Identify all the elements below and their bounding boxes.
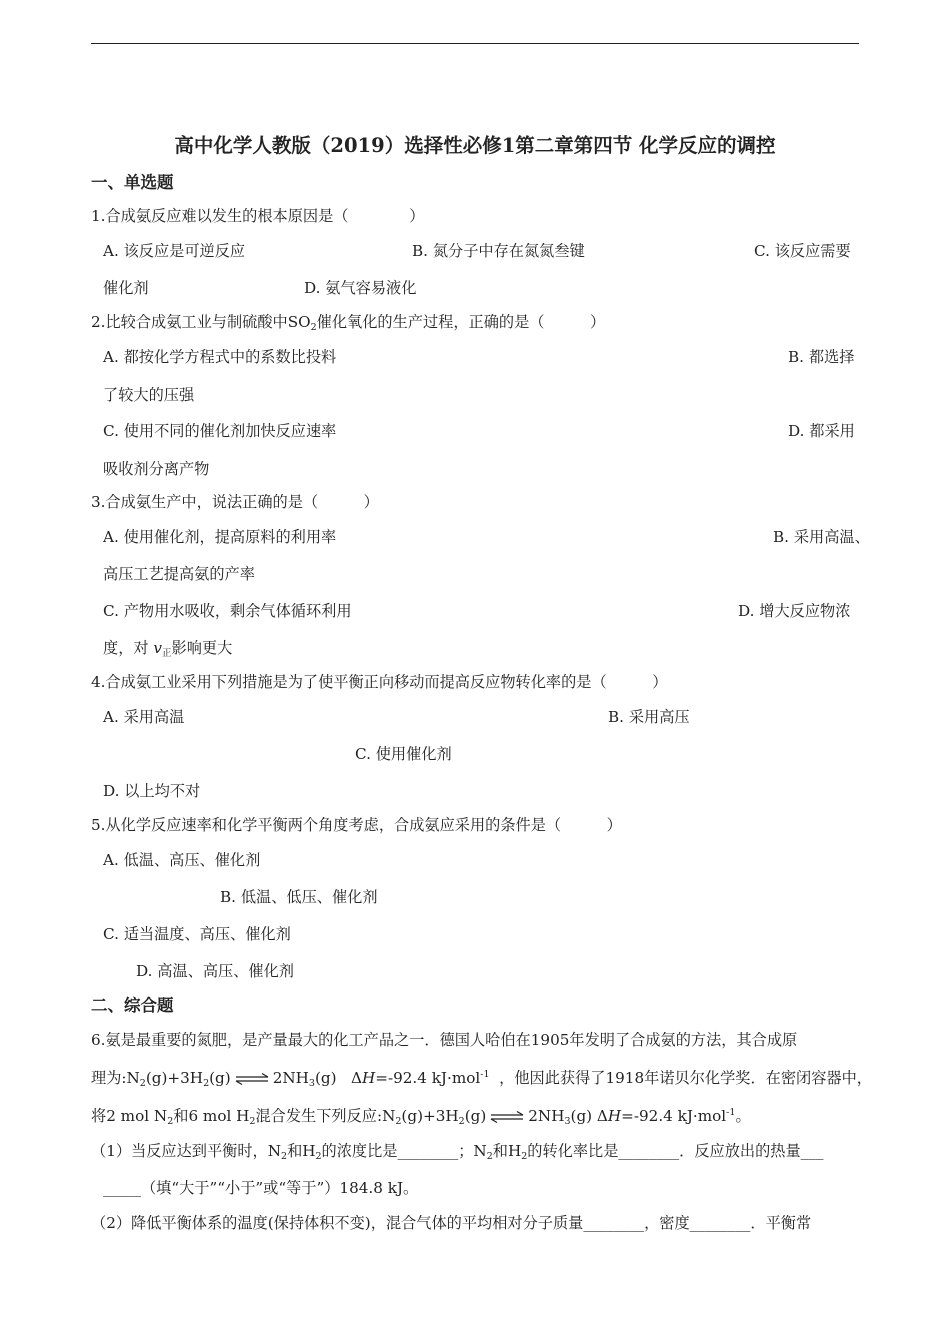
question-1-stem: 1.合成氨反应难以发生的根本原因是（ ） xyxy=(91,207,425,225)
section-heading-single-choice: 一、单选题 xyxy=(91,173,174,192)
question-2-option-d: D. 都采用 xyxy=(788,422,855,440)
question-6-part-1: （1）当反应达到平衡时，$N_2$和$H_2$的浓度比是________；$N_2$和$H_2$的转化率比是________．反应放出的热量___ xyxy=(91,1142,824,1162)
question-1-option-a: A. 该反应是可逆反应 xyxy=(103,242,246,260)
question-4-option-b: B. 采用高压 xyxy=(608,708,690,726)
question-6-intro-line-3: 将2 mol $N_2$和6 mol $H_2$混合发生下列反应$:N_2(g)+3H_2(g)$ $2NH_3(g)$ ΔH=-92.4 kJ·mol$^{-1}$。 xyxy=(91,1107,751,1127)
question-3-option-a: A. 使用催化剂，提高原料的利用率 xyxy=(103,528,337,546)
question-4-option-d: D. 以上均不对 xyxy=(103,782,201,800)
question-6-part-1-cont: _____（填“大于”“小于”或“等于”）184.8 kJ。 xyxy=(103,1179,419,1197)
question-4-option-a: A. 采用高温 xyxy=(103,708,185,726)
question-1-option-d: D. 氨气容易液化 xyxy=(304,279,417,297)
question-5-option-d: D. 高温、高压、催化剂 xyxy=(136,962,294,980)
reversible-arrow-icon xyxy=(490,1111,524,1123)
question-2-option-d-cont: 吸收剂分离产物 xyxy=(103,460,210,478)
question-2-option-b: B. 都选择 xyxy=(788,348,855,366)
reversible-arrow-icon xyxy=(235,1073,269,1085)
question-5-option-a: A. 低温、高压、催化剂 xyxy=(103,851,261,869)
question-5-option-b: B. 低温、低压、催化剂 xyxy=(220,888,378,906)
question-3-stem: 3.合成氨生产中，说法正确的是（ ） xyxy=(91,493,379,511)
question-2-option-c: C. 使用不同的催化剂加快反应速率 xyxy=(103,422,337,440)
question-2-stem: 2.比较合成氨工业与制硫酸中$SO_2$催化氧化的生产过程，正确的是（ ） xyxy=(91,313,606,333)
question-6-intro-line-2: 理为$:N_2(g)+3H_2(g)$ $2NH_3(g)$ ΔH=-92.4 kJ·mol$^{-1}$ ，他因此获得了1918年诺贝尔化学奖．在密闭容器中， xyxy=(91,1069,872,1089)
question-3-option-b: B. 采用高温、 xyxy=(773,528,870,546)
question-3-option-c: C. 产物用水吸收，剩余气体循环利用 xyxy=(103,602,352,620)
section-heading-comprehensive: 二、综合题 xyxy=(91,996,174,1015)
question-1-option-b: B. 氮分子中存在氮氮叁键 xyxy=(412,242,585,260)
question-3-option-d-cont: 度，对 $v_正$影响更大 xyxy=(103,639,233,659)
question-1-option-c-cont: 催化剂 xyxy=(103,279,149,297)
question-5-option-c: C. 适当温度、高压、催化剂 xyxy=(103,925,291,943)
question-6-part-2: （2）降低平衡体系的温度(保持体积不变)，混合气体的平均相对分子质量________，密度________．平衡常 xyxy=(91,1214,812,1232)
question-4-stem: 4.合成氨工业采用下列措施是为了使平衡正向移动而提高反应物转化率的是（ ） xyxy=(91,673,668,691)
question-6-intro-line-1: 6.氨是最重要的氮肥，是产量最大的化工产品之一．德国人哈伯在1905年发明了合成氨的方法，其合成原 xyxy=(91,1031,798,1049)
question-2-option-a: A. 都按化学方程式中的系数比投料 xyxy=(103,348,337,366)
question-4-option-c: C. 使用催化剂 xyxy=(355,745,452,763)
question-3-option-d: D. 增大反应物浓 xyxy=(738,602,851,620)
question-2-option-b-cont: 了较大的压强 xyxy=(103,386,195,404)
question-5-stem: 5.从化学反应速率和化学平衡两个角度考虑，合成氨应采用的条件是（ ） xyxy=(91,816,622,834)
document-title: 高中化学人教版（2019）选择性必修1第二章第四节 化学反应的调控 xyxy=(174,134,776,157)
header-rule xyxy=(91,43,859,44)
question-3-option-b-cont: 高压工艺提高氨的产率 xyxy=(103,565,255,583)
question-1-option-c: C. 该反应需要 xyxy=(754,242,851,260)
